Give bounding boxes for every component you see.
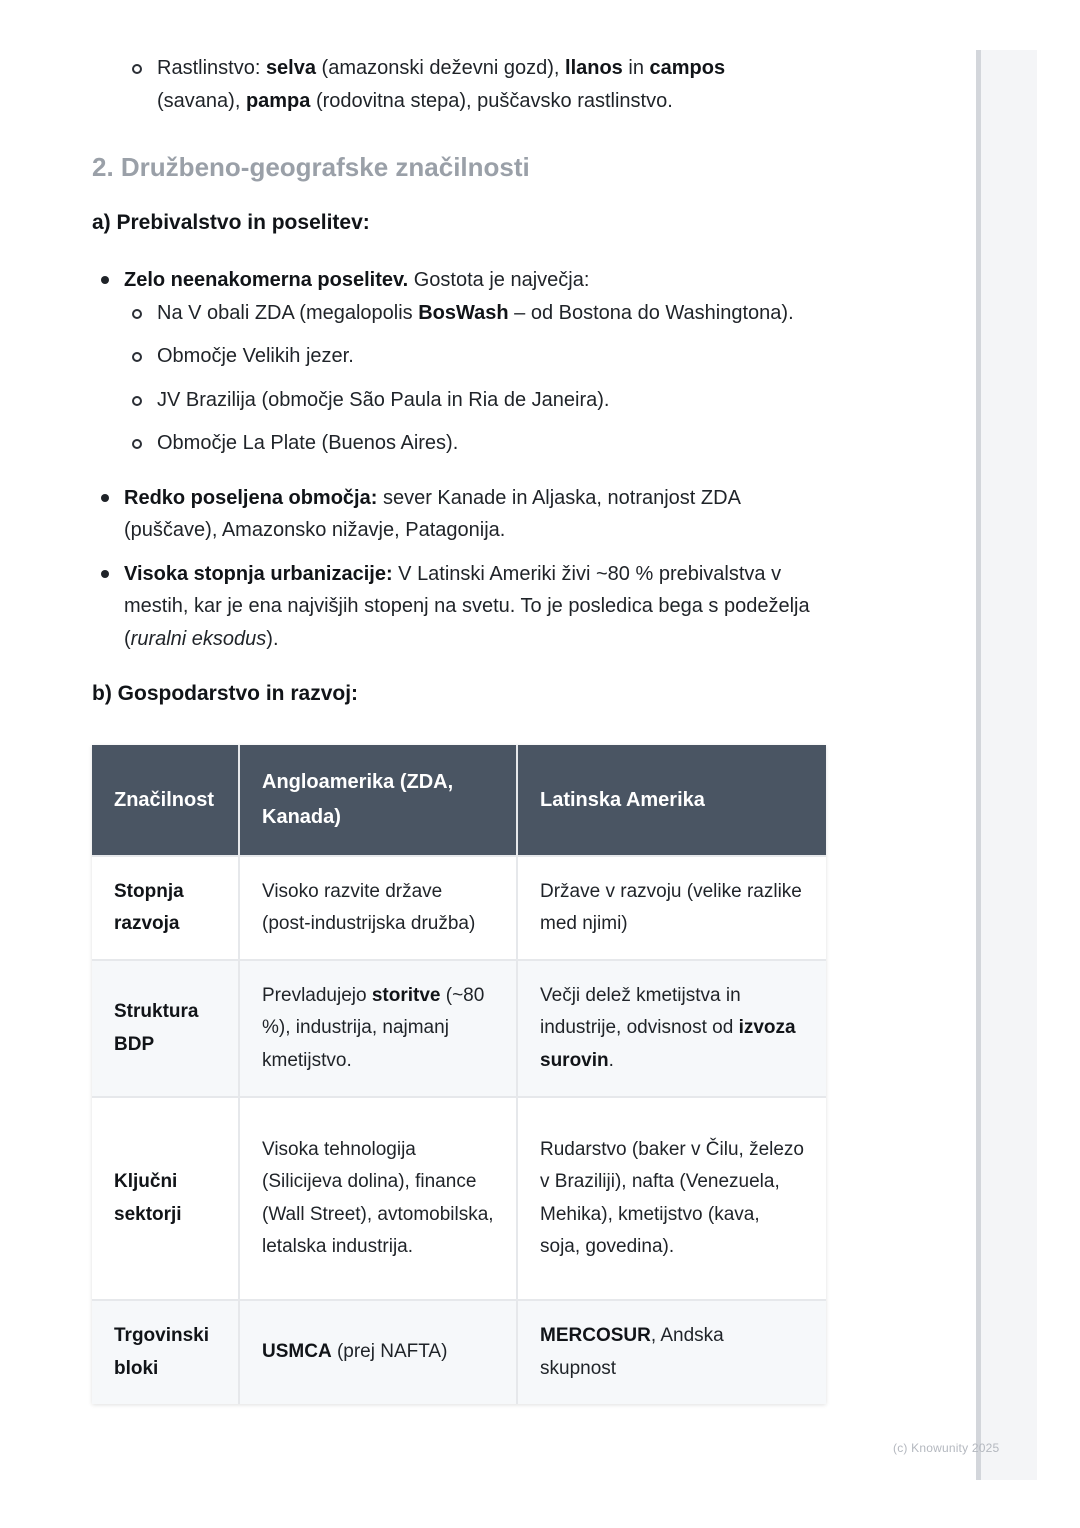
- table-cell: Stopnja razvoja: [92, 856, 239, 960]
- list-item: JV Brazilija (območje São Paula in Ria de Janeira).: [92, 384, 832, 417]
- list-item: Območje La Plate (Buenos Aires).: [92, 427, 832, 460]
- density-sublist: [92, 297, 832, 460]
- table-cell: Struktura BDP: [92, 960, 239, 1097]
- list-item: Redko poseljena območja: sever Kanade in Aljaska, notranjost ZDA (puščave), Amazonsko nižavje, Patagonija.: [92, 482, 784, 547]
- table-row: [92, 960, 826, 1097]
- table-cell: MERCOSUR, Andska skupnost: [517, 1300, 826, 1404]
- economy-table: [92, 745, 826, 1404]
- list-item: Območje Velikih jezer.: [92, 340, 832, 373]
- column-header: Latinska Amerika: [517, 745, 826, 856]
- table-cell: Visoka tehnologija (Silicijeva dolina), finance (Wall Street), avtomobilska, letalska industrija.: [239, 1097, 517, 1300]
- table-cell: USMCA (prej NAFTA): [239, 1300, 517, 1404]
- table-cell: Večji delež kmetijstva in industrije, odvisnost od izvoza surovin.: [517, 960, 826, 1097]
- table-row: [92, 1097, 826, 1300]
- table-cell: Visoko razvite države (post-industrijska družba): [239, 856, 517, 960]
- subheading-population: a) Prebivalstvo in poselitev:: [92, 211, 370, 234]
- column-header: Značilnost: [92, 745, 239, 856]
- table-cell: Ključni sektorji: [92, 1097, 239, 1300]
- list-item: Rastlinstvo: selva (amazonski deževni gozd), llanos in campos (savana), pampa (rodovitna stepa), puščavsko rastlinstvo.: [92, 52, 772, 117]
- table-cell: Prevladujejo storitve (~80 %), industrija, najmanj kmetijstvo.: [239, 960, 517, 1097]
- copyright-footer: (c) Knowunity 2025: [893, 1441, 1000, 1455]
- scrollbar-track[interactable]: [976, 50, 1037, 1480]
- table-row: [92, 1300, 826, 1404]
- table-cell: Trgovinski bloki: [92, 1300, 239, 1404]
- table-header-row: [92, 745, 826, 856]
- list-item: Visoka stopnja urbanizacije: V Latinski Ameriki živi ~80 % prebivalstva v mestih, kar je ena najvišjih stopenj na svetu. To je posledica bega s podeželja (ruralni eksodus).: [92, 558, 824, 656]
- column-header: Angloamerika (ZDA, Kanada): [239, 745, 517, 856]
- population-list: [92, 264, 832, 655]
- section-title: 2. Družbeno-geografske značilnosti: [92, 152, 530, 182]
- vegetation-list: [92, 52, 772, 117]
- list-item: Zelo neenakomerna poselitev. Gostota je največja: Na V obali ZDA (megalopolis BosWash – od Bostona do Washingtona). Območje Velikih jezer. JV Brazilija (območje São Paula in Ria de Janeira). Območje La Plate (Buenos Aires).: [92, 264, 832, 460]
- table-row: [92, 856, 826, 960]
- table-cell: Države v razvoju (velike razlike med njimi): [517, 856, 826, 960]
- table-cell: Rudarstvo (baker v Čilu, železo v Braziliji), nafta (Venezuela, Mehika), kmetijstvo (kava, soja, govedina).: [517, 1097, 826, 1300]
- subheading-economy: b) Gospodarstvo in razvoj:: [92, 682, 359, 705]
- list-item: Na V obali ZDA (megalopolis BosWash – od Bostona do Washingtona).: [92, 297, 832, 330]
